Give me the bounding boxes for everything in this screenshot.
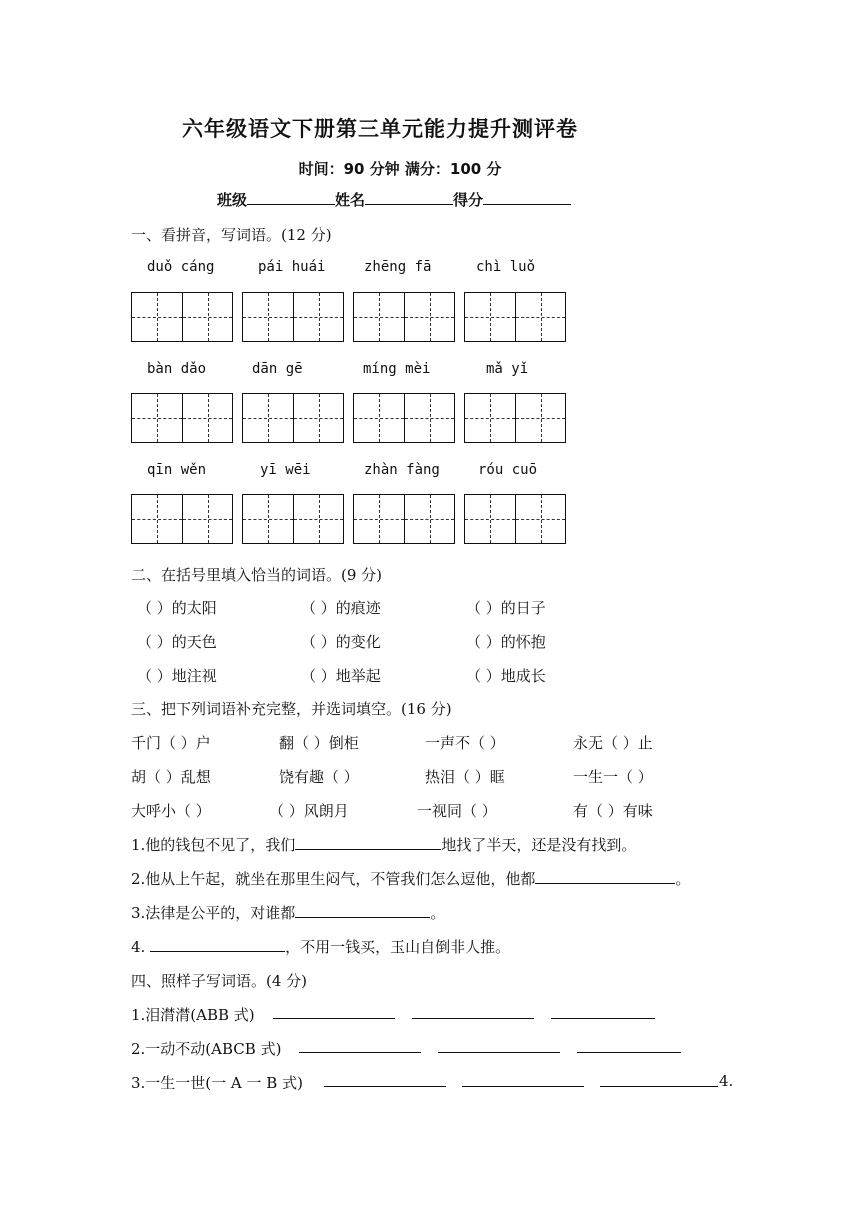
pinyin-label: zhàn fàng [364, 462, 440, 478]
idiom-item[interactable]: （ ）风朗月 [269, 802, 349, 820]
answer-blank[interactable] [295, 835, 441, 850]
page-title: 六年级语文下册第三单元能力提升测评卷 [182, 117, 578, 141]
pattern-line-3: 3.一生一世(一 A 一 B 式) [131, 1074, 303, 1092]
answer-blank[interactable] [273, 1004, 395, 1019]
score-blank[interactable] [483, 190, 571, 205]
section2-heading: 二、在括号里填入恰当的词语。(9 分) [131, 566, 383, 584]
pinyin-label: róu cuō [478, 462, 538, 478]
writing-box[interactable] [353, 494, 455, 544]
writing-box[interactable] [131, 393, 233, 443]
fill-item[interactable]: （ ）地成长 [466, 667, 546, 685]
fill-item[interactable]: （ ）的痕迹 [301, 599, 381, 617]
answer-blank[interactable] [535, 869, 675, 884]
fill-item[interactable]: （ ）的太阳 [137, 599, 217, 617]
fill-item[interactable]: （ ）的日子 [466, 599, 546, 617]
next-item-number: 4. [719, 1072, 734, 1090]
sentence-4: 4. ，不用一钱买，玉山自倒非人推。 [131, 938, 511, 956]
answer-blank[interactable] [551, 1004, 655, 1019]
answer-blank[interactable] [324, 1072, 446, 1087]
idiom-item[interactable]: 一视同（ ） [417, 802, 497, 820]
student-fields [217, 189, 571, 210]
fill-item[interactable]: （ ）的怀抱 [466, 633, 546, 651]
fill-item[interactable]: （ ）的变化 [301, 633, 381, 651]
idiom-item[interactable]: 热泪（ ）眶 [425, 768, 505, 786]
exam-info: 时间：90 分钟 满分：100 分 [298, 160, 502, 178]
writing-box[interactable] [353, 292, 455, 342]
pinyin-label: mǎ yǐ [486, 361, 529, 377]
answer-blank[interactable] [438, 1038, 560, 1053]
section4-heading: 四、照样子写词语。(4 分) [131, 972, 308, 990]
idiom-item[interactable]: 胡（ ）乱想 [131, 768, 211, 786]
answer-blank[interactable] [600, 1072, 718, 1087]
idiom-item[interactable]: 有（ ）有味 [573, 802, 653, 820]
writing-box[interactable] [242, 393, 344, 443]
pinyin-label: míng mèi [363, 361, 431, 377]
writing-box[interactable] [464, 393, 566, 443]
pinyin-label: zhēng fā [364, 259, 432, 275]
fill-item[interactable]: （ ）的天色 [137, 633, 217, 651]
sentence-1: 1.他的钱包不见了，我们 地找了半天，还是没有找到。 [131, 836, 637, 854]
pattern-line-1: 1.泪潸潸(ABB 式) [131, 1006, 255, 1024]
writing-box[interactable] [242, 292, 344, 342]
score-label: 得分 [453, 191, 484, 209]
idiom-item[interactable]: 大呼小（ ） [131, 802, 211, 820]
fill-item[interactable]: （ ）地注视 [137, 667, 217, 685]
pinyin-label: pái huái [258, 259, 326, 275]
pinyin-label: dān gē [252, 361, 303, 377]
answer-blank[interactable] [299, 1038, 421, 1053]
writing-box[interactable] [464, 292, 566, 342]
pinyin-label: yī wēi [260, 462, 311, 478]
idiom-item[interactable]: 永无（ ）止 [573, 734, 653, 752]
pinyin-label: qīn wěn [147, 462, 207, 478]
pinyin-label: duǒ cáng [147, 259, 215, 275]
idiom-item[interactable]: 翻（ ）倒柜 [279, 734, 359, 752]
pinyin-label: chì luǒ [476, 259, 536, 275]
writing-box[interactable] [353, 393, 455, 443]
writing-box[interactable] [464, 494, 566, 544]
answer-blank[interactable] [462, 1072, 584, 1087]
section3-heading: 三、把下列词语补充完整，并选词填空。(16 分) [131, 700, 452, 718]
sentence-3: 3.法律是公平的，对谁都 。 [131, 904, 446, 922]
idiom-item[interactable]: 一声不（ ） [425, 734, 505, 752]
idiom-item[interactable]: 千门（ ）户 [131, 734, 211, 752]
name-blank[interactable] [365, 190, 453, 205]
section1-heading: 一、看拼音，写词语。(12 分) [131, 226, 332, 244]
pattern-line-2: 2.一动不动(ABCB 式) [131, 1040, 282, 1058]
fill-item[interactable]: （ ）地举起 [301, 667, 381, 685]
sentence-2: 2.他从上午起，就坐在那里生闷气，不管我们怎么逗他，他都 。 [131, 870, 691, 888]
writing-box[interactable] [131, 494, 233, 544]
writing-box[interactable] [131, 292, 233, 342]
class-label: 班级 [217, 191, 248, 209]
pinyin-label: bàn dǎo [147, 361, 207, 377]
idiom-item[interactable]: 一生一（ ） [573, 768, 653, 786]
idiom-item[interactable]: 饶有趣（ ） [279, 768, 359, 786]
answer-blank[interactable] [412, 1004, 534, 1019]
class-blank[interactable] [247, 190, 335, 205]
name-label: 姓名 [335, 191, 366, 209]
writing-box[interactable] [242, 494, 344, 544]
answer-blank[interactable] [150, 937, 285, 952]
answer-blank[interactable] [295, 903, 430, 918]
answer-blank[interactable] [577, 1038, 681, 1053]
